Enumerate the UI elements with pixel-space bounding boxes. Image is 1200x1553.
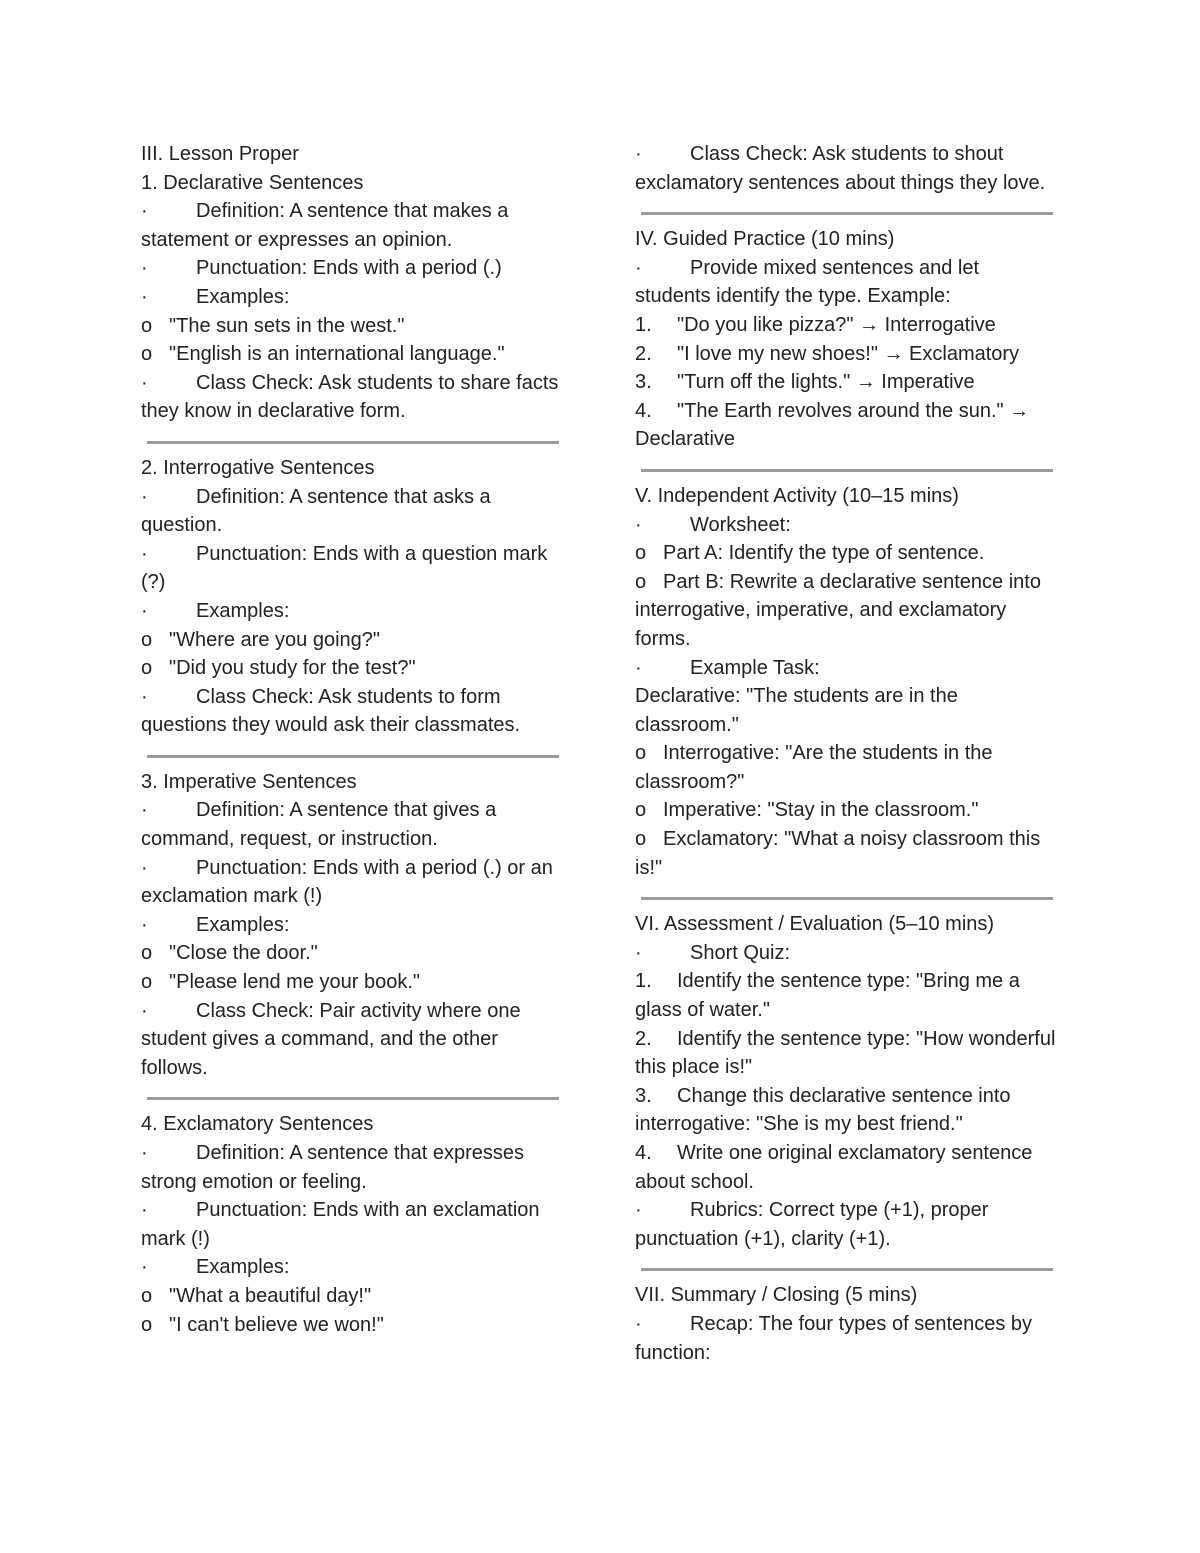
item-text: "Where are you going?" — [169, 628, 380, 651]
bullet-item — [635, 254, 1060, 311]
text-line — [635, 682, 1060, 739]
bullet-item — [141, 597, 566, 626]
bullet-marker: o — [141, 1284, 153, 1307]
item-text: Punctuation: Ends with a question mark (?) — [141, 542, 548, 594]
bullet-item — [141, 1139, 566, 1196]
list-number: 2. — [635, 342, 652, 365]
line-text: VI. Assessment / Evaluation (5–10 mins) — [635, 913, 995, 936]
item-text: Identify the sentence type: "Bring me a glass of water." — [635, 970, 1020, 1022]
bullet-marker: · — [635, 1312, 642, 1335]
bullet-marker: · — [635, 941, 642, 964]
numbered-item — [635, 967, 1060, 1024]
sub-bullet-item — [635, 825, 1060, 882]
item-text: Examples: — [196, 1256, 290, 1279]
bullet-item — [141, 197, 566, 254]
sub-bullet-item — [141, 939, 566, 968]
item-text: Class Check: Ask students to shout exclamatory sentences about things they love. — [635, 143, 1046, 194]
item-text: "Do you like pizza?" → Interrogative — [677, 313, 996, 336]
line-text: V. Independent Activity (10–15 mins) — [635, 484, 959, 507]
text-line — [635, 910, 1060, 939]
item-text: "I love my new shoes!" → Exclamatory — [677, 342, 1020, 365]
item-text: Part B: Rewrite a declarative sentence into interrogative, imperative, and exclamatory forms. — [635, 570, 1041, 650]
numbered-item — [635, 1139, 1060, 1196]
section-divider — [641, 469, 1053, 472]
bullet-item — [635, 511, 1060, 540]
bullet-marker: · — [635, 143, 642, 165]
bullet-item — [141, 369, 566, 426]
line-text: Declarative: "The students are in the classroom." — [635, 685, 958, 736]
item-text: "I can't believe we won!" — [169, 1313, 384, 1336]
bullet-item — [141, 997, 566, 1083]
bullet-marker: · — [635, 656, 642, 679]
text-line — [141, 454, 566, 483]
sub-bullet-item — [141, 340, 566, 369]
bullet-marker: · — [141, 799, 148, 822]
section-divider — [641, 897, 1053, 900]
text-line — [635, 482, 1060, 511]
bullet-marker: · — [141, 285, 148, 308]
item-text: Provide mixed sentences and let students identify the type. Example: — [635, 256, 980, 308]
item-text: Example Task: — [690, 656, 820, 679]
sub-bullet-item — [141, 968, 566, 997]
bullet-marker: o — [141, 657, 153, 680]
bullet-marker: o — [635, 799, 647, 822]
bullet-marker: · — [141, 1199, 148, 1222]
list-number: 3. — [635, 1084, 652, 1107]
item-text: Recap: The four types of sentences by function: — [635, 1312, 1033, 1364]
bullet-item — [141, 283, 566, 312]
list-number: 4. — [635, 1142, 652, 1164]
bullet-marker: · — [635, 513, 642, 536]
list-number: 2. — [635, 1027, 652, 1050]
bullet-marker: o — [141, 343, 153, 366]
bullet-item — [141, 911, 566, 940]
list-number: 4. — [635, 399, 652, 422]
bullet-marker: · — [141, 485, 148, 508]
item-text: Change this declarative sentence into interrogative: "She is my best friend." — [635, 1084, 1011, 1136]
item-text: Definition: A sentence that asks a question. — [141, 485, 491, 537]
text-line — [635, 1281, 1060, 1310]
list-number: 3. — [635, 371, 652, 394]
section-divider — [641, 212, 1053, 215]
list-number: 1. — [635, 970, 652, 993]
item-text: Rubrics: Correct type (+1), proper punctuation (+1), clarity (+1). — [635, 1199, 989, 1250]
sub-bullet-item — [635, 539, 1060, 568]
bullet-marker: · — [141, 371, 148, 394]
numbered-item — [635, 397, 1060, 454]
text-line — [141, 768, 566, 797]
bullet-marker: · — [141, 200, 148, 223]
bullet-marker: o — [635, 570, 647, 593]
list-number: 1. — [635, 313, 652, 336]
bullet-marker: · — [635, 256, 642, 279]
bullet-marker: o — [141, 942, 153, 965]
item-text: Exclamatory: "What a noisy classroom this is!" — [635, 828, 1041, 879]
line-text: 4. Exclamatory Sentences — [141, 1113, 374, 1136]
item-text: Definition: A sentence that gives a command, request, or instruction. — [141, 799, 497, 851]
bullet-item — [141, 796, 566, 853]
sub-bullet-item — [635, 568, 1060, 654]
bullet-marker: o — [141, 628, 153, 651]
bullet-item — [141, 254, 566, 283]
item-text: Examples: — [196, 599, 290, 622]
item-text: Worksheet: — [690, 513, 791, 536]
bullet-item — [141, 1253, 566, 1282]
line-text: VII. Summary / Closing (5 mins) — [635, 1284, 918, 1307]
numbered-item — [635, 1082, 1060, 1139]
section-divider — [641, 1268, 1053, 1271]
bullet-marker: o — [141, 1313, 153, 1336]
bullet-marker: o — [635, 742, 647, 765]
bullet-marker: · — [141, 856, 148, 879]
item-text: Part A: Identify the type of sentence. — [663, 542, 985, 565]
item-text: Class Check: Ask students to share facts they know in declarative form. — [141, 371, 559, 423]
bullet-marker: · — [635, 1199, 642, 1222]
item-text: Write one original exclamatory sentence about school. — [635, 1142, 1033, 1193]
line-text: 2. Interrogative Sentences — [141, 456, 375, 479]
section-divider — [147, 755, 559, 758]
item-text: Punctuation: Ends with a period (.) — [196, 257, 502, 280]
line-text: III. Lesson Proper — [141, 143, 299, 165]
item-text: "Did you study for the test?" — [169, 657, 416, 680]
sub-bullet-item — [141, 1282, 566, 1311]
item-text: Definition: A sentence that makes a statement or expresses an opinion. — [141, 200, 509, 251]
text-line — [141, 169, 566, 198]
item-text: Identify the sentence type: "How wonderful this place is!" — [635, 1027, 1056, 1079]
bullet-marker: o — [635, 542, 647, 565]
item-text: Examples: — [196, 285, 290, 308]
item-text: Punctuation: Ends with an exclamation mark (!) — [141, 1199, 540, 1250]
item-text: "The Earth revolves around the sun." → Declarative — [635, 399, 1030, 451]
line-text: 1. Declarative Sentences — [141, 171, 364, 194]
item-text: Short Quiz: — [690, 941, 791, 964]
bullet-item — [141, 683, 566, 740]
sub-bullet-item — [635, 796, 1060, 825]
bullet-item — [635, 140, 1060, 197]
bullet-marker: o — [141, 971, 153, 994]
numbered-item — [635, 311, 1060, 340]
item-text: Imperative: "Stay in the classroom." — [663, 799, 979, 822]
sub-bullet-item — [141, 312, 566, 341]
bullet-marker: o — [141, 314, 153, 337]
sub-bullet-item — [141, 1311, 566, 1340]
bullet-item — [635, 939, 1060, 968]
text-line — [141, 1110, 566, 1139]
bullet-item — [635, 1310, 1060, 1367]
bullet-marker: · — [141, 913, 148, 936]
item-text: Definition: A sentence that expresses strong emotion or feeling. — [141, 1142, 524, 1193]
text-line — [635, 225, 1060, 254]
sub-bullet-item — [635, 739, 1060, 796]
bullet-marker: o — [635, 828, 647, 851]
right-column — [635, 140, 1060, 1367]
item-text: "Turn off the lights." → Imperative — [677, 371, 975, 394]
item-text: Class Check: Pair activity where one student gives a command, and the other follows. — [141, 999, 521, 1079]
bullet-item — [141, 854, 566, 911]
text-line — [141, 140, 566, 169]
sub-bullet-item — [141, 654, 566, 683]
item-text: "The sun sets in the west." — [169, 314, 405, 337]
item-text: "Please lend me your book." — [169, 971, 421, 994]
bullet-marker: · — [141, 1142, 148, 1164]
numbered-item — [635, 1025, 1060, 1082]
item-text: "Close the door." — [169, 942, 318, 965]
bullet-marker: · — [141, 542, 148, 565]
item-text: Punctuation: Ends with a period (.) or an exclamation mark (!) — [141, 856, 553, 908]
bullet-item — [635, 1196, 1060, 1253]
numbered-item — [635, 368, 1060, 397]
bullet-marker: · — [141, 1256, 148, 1279]
bullet-marker: · — [141, 685, 148, 708]
line-text: IV. Guided Practice (10 mins) — [635, 228, 895, 251]
bullet-item — [141, 540, 566, 597]
bullet-item — [635, 654, 1060, 683]
item-text: Class Check: Ask students to form questions they would ask their classmates. — [141, 685, 521, 737]
section-divider — [147, 1097, 559, 1100]
bullet-marker: · — [141, 257, 148, 280]
numbered-item — [635, 340, 1060, 369]
item-text: "What a beautiful day!" — [169, 1284, 372, 1307]
item-text: Interrogative: "Are the students in the classroom?" — [635, 742, 993, 793]
bullet-item — [141, 1196, 566, 1253]
line-text: 3. Imperative Sentences — [141, 770, 357, 793]
bullet-item — [141, 483, 566, 540]
item-text: Examples: — [196, 913, 290, 936]
bullet-marker: · — [141, 599, 148, 622]
bullet-marker: · — [141, 999, 148, 1022]
item-text: "English is an international language." — [169, 343, 505, 366]
sub-bullet-item — [141, 626, 566, 655]
section-divider — [147, 441, 559, 444]
left-column — [141, 140, 566, 1339]
